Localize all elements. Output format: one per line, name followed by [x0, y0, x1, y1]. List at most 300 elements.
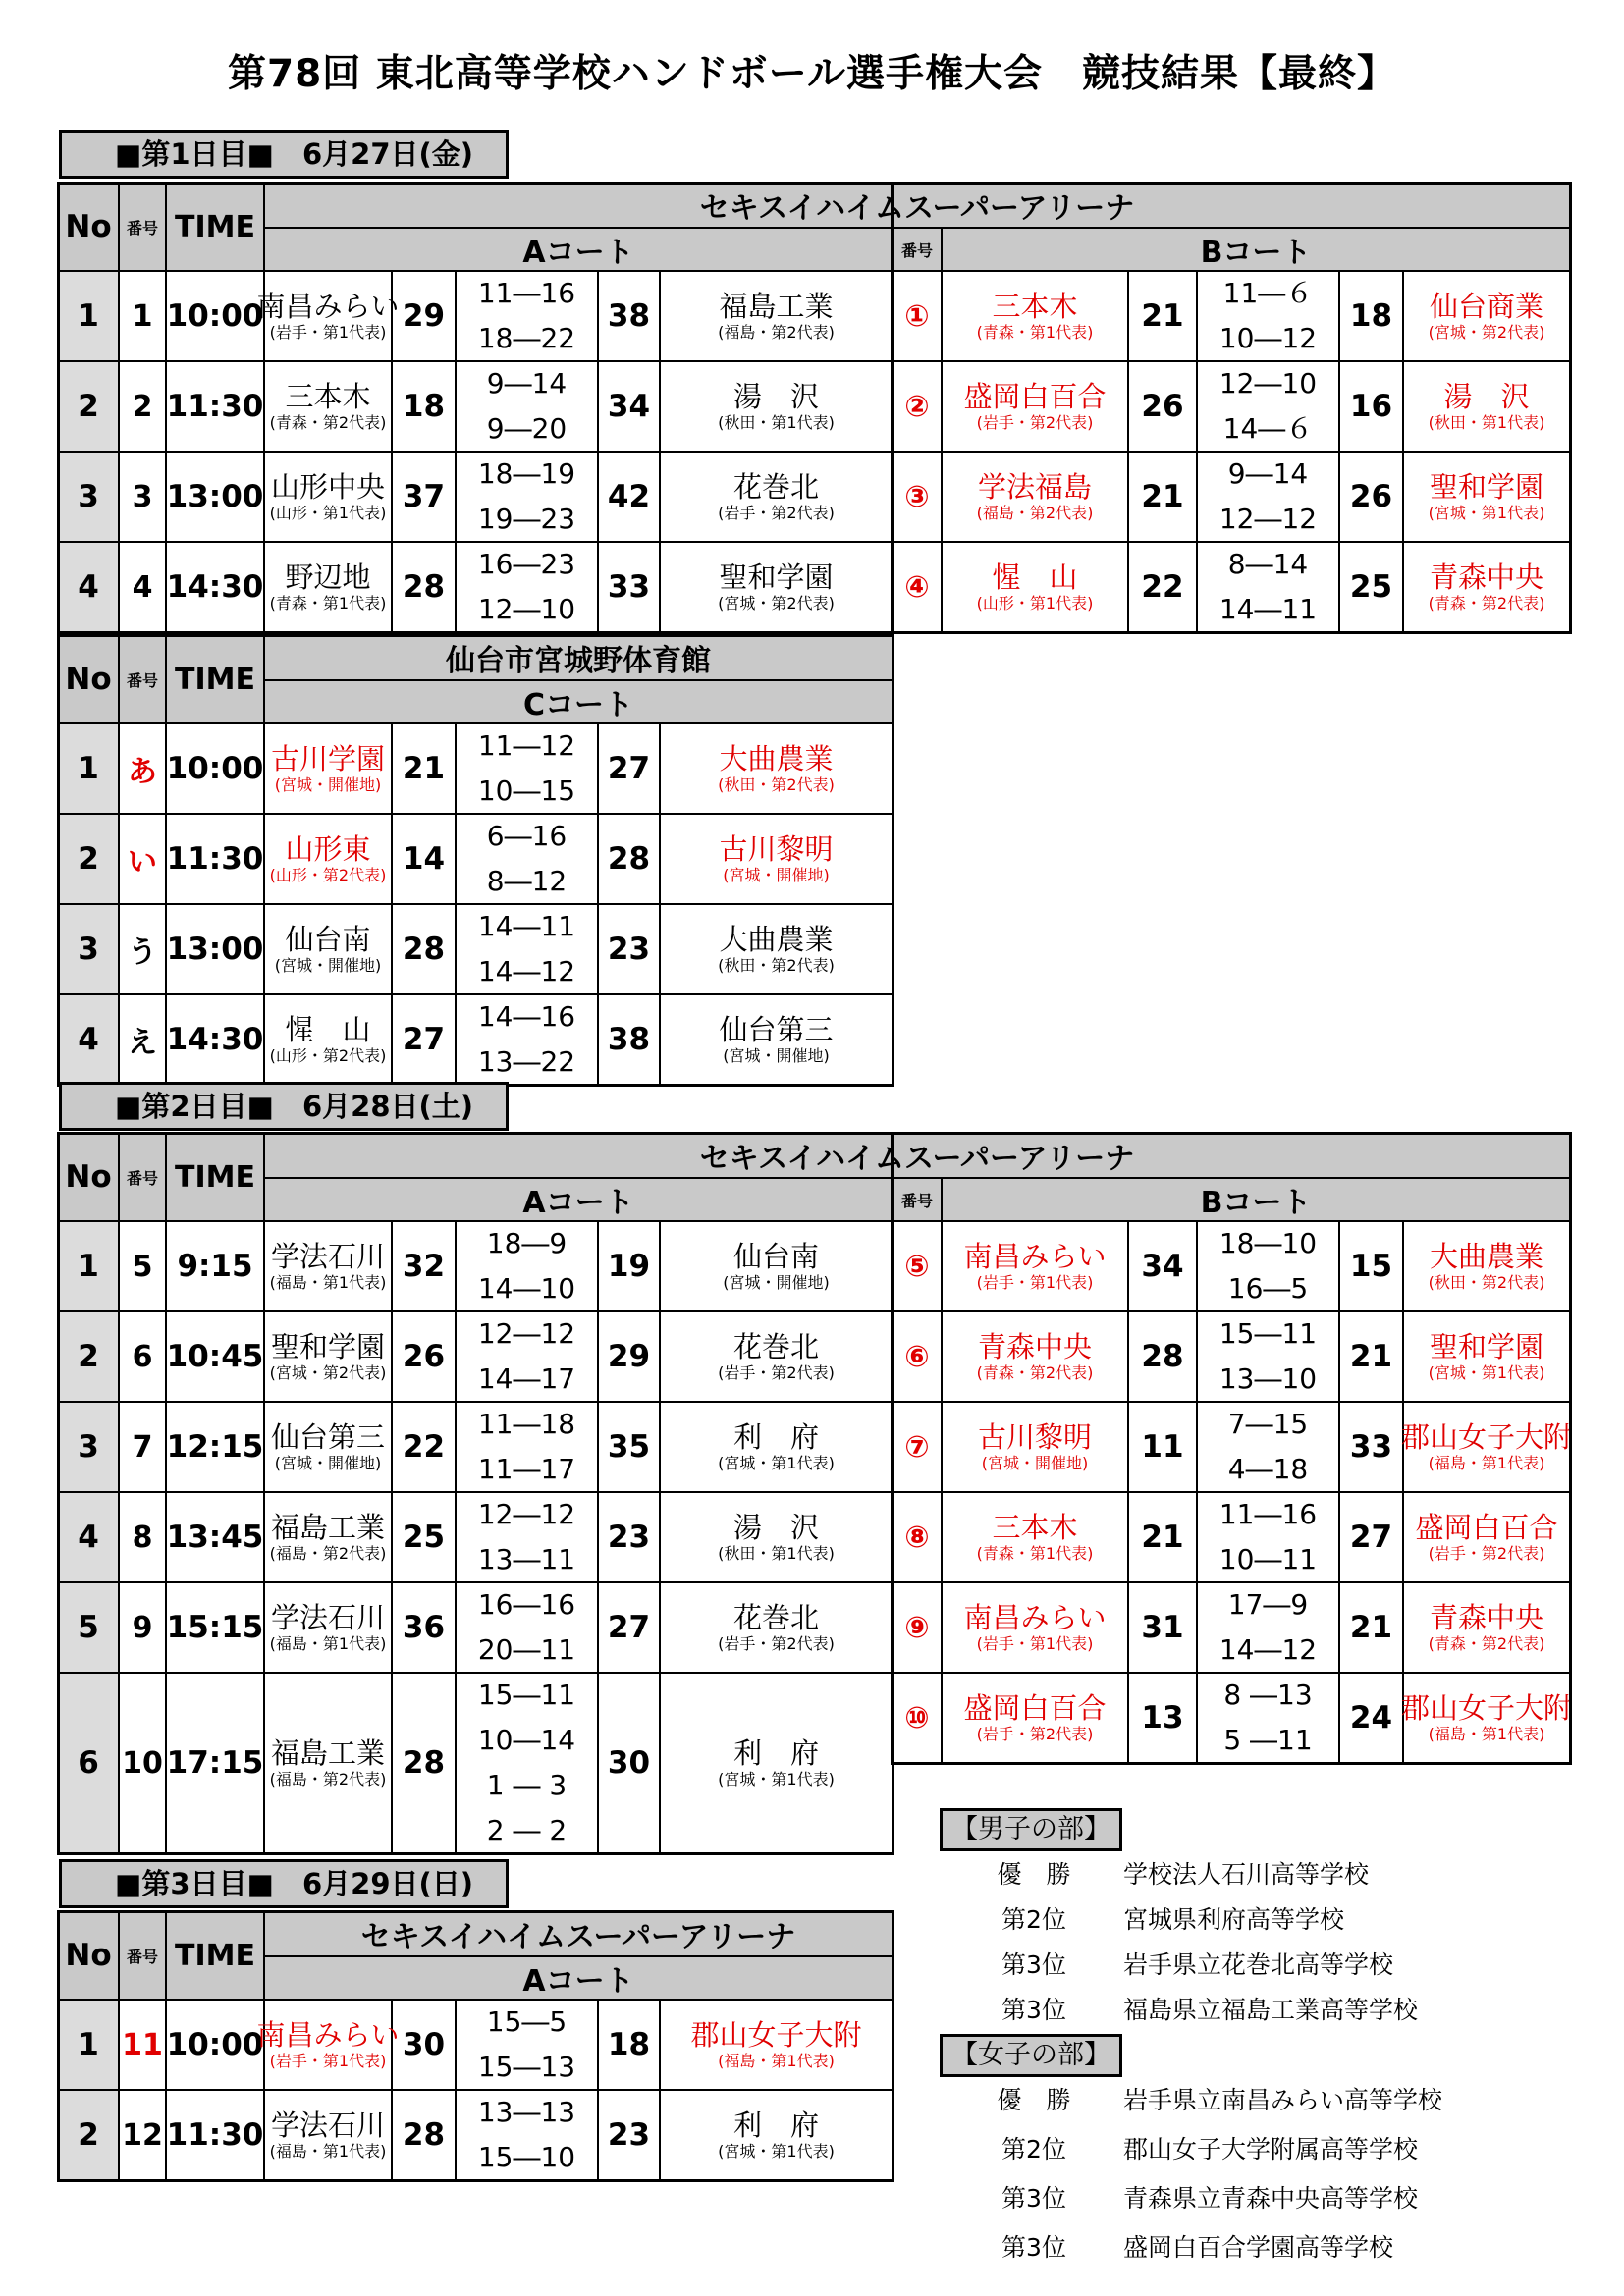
team-name: 盛岡白百合 [963, 1690, 1107, 1725]
col-no-header: No [59, 636, 120, 724]
team-prefecture: (福島・第1代表) [269, 2141, 387, 2161]
team-right [661, 815, 893, 905]
col-bango-header: 番号 [120, 1912, 167, 2001]
match-no: 1 [59, 724, 120, 815]
team-prefecture: (宮城・第1代表) [1428, 503, 1545, 522]
total-score-right: 21 [1340, 1312, 1404, 1403]
team-name: 仙台第三 [719, 1012, 834, 1046]
match-number: 7 [120, 1403, 167, 1493]
team-prefecture: (岩手・第2代表) [718, 1633, 835, 1653]
match-no: 5 [59, 1583, 120, 1674]
team-left [265, 1312, 393, 1403]
team-prefecture: (山形・第2代表) [269, 865, 387, 884]
total-score-left: 28 [393, 2091, 457, 2181]
col-bango-header: 番号 [120, 636, 167, 724]
team-right [1401, 1403, 1573, 1493]
set-scores: 11―６ 10―12 [1198, 272, 1340, 362]
match-no: 2 [59, 362, 120, 453]
team-right [1404, 1583, 1571, 1674]
team-prefecture: (秋田・第2代表) [718, 955, 835, 975]
match-time: 13:00 [167, 453, 265, 543]
team-prefecture: (秋田・第2代表) [1428, 1272, 1545, 1292]
total-score-right: 28 [599, 815, 661, 905]
match-time: 12:15 [167, 1403, 265, 1493]
team-name: 花巻北 [732, 1329, 819, 1363]
total-score-left: 25 [393, 1493, 457, 1583]
team-name: 利 府 [732, 2108, 819, 2142]
team-name: 山形中央 [270, 469, 385, 504]
team-prefecture: (青森・第2代表) [1428, 1633, 1545, 1653]
total-score-right: 25 [1340, 543, 1404, 633]
team-right [1404, 1222, 1571, 1312]
team-left [265, 1222, 393, 1312]
match-time: 13:00 [167, 905, 265, 995]
team-prefecture: (宮城・開催地) [274, 774, 382, 794]
set-scores: 12―10 14―６ [1198, 362, 1340, 453]
team-right [661, 272, 893, 362]
total-score-left: 22 [1129, 543, 1198, 633]
team-name: 仙台南 [732, 1239, 819, 1273]
team-prefecture: (山形・第1代表) [269, 503, 387, 522]
team-prefecture: (福島・第1代表) [269, 1633, 387, 1653]
total-score-right: 23 [599, 1493, 661, 1583]
set-scores: 18―9 14―10 [457, 1222, 599, 1312]
set-scores: 9―14 9―20 [457, 362, 599, 453]
team-name: 南昌みらい [256, 2017, 400, 2052]
team-prefecture: (岩手・第2代表) [976, 412, 1094, 432]
team-name: 利 府 [732, 1735, 819, 1770]
team-right [661, 2091, 893, 2181]
team-name: 野辺地 [285, 560, 371, 594]
col-time-header: TIME [167, 184, 265, 272]
total-score-right: 21 [1340, 1583, 1404, 1674]
team-left [265, 1583, 393, 1674]
set-scores: 12―12 13―11 [457, 1493, 599, 1583]
team-name: 山形東 [285, 831, 371, 866]
team-prefecture: (青森・第2代表) [976, 1362, 1094, 1382]
total-score-right: 19 [599, 1222, 661, 1312]
court-header: Aコート [265, 1957, 893, 2001]
result-row [990, 2228, 1461, 2264]
set-scores: 16―16 20―11 [457, 1583, 599, 1674]
team-left [943, 1222, 1129, 1312]
venue-name: 仙台市宮城野体育館 [265, 636, 893, 681]
set-scores: 9―14 12―12 [1198, 453, 1340, 543]
team-left [265, 1403, 393, 1493]
result-school: 岩手県立花巻北高等学校 [1123, 1950, 1394, 1979]
team-prefecture: (福島・第2代表) [269, 1543, 387, 1563]
team-name: 南昌みらい [256, 289, 400, 323]
match-time: 15:15 [167, 1583, 265, 1674]
team-prefecture: (青森・第1代表) [976, 322, 1094, 342]
total-score-left: 36 [393, 1583, 457, 1674]
match-number: う [120, 905, 167, 995]
result-rank: 第2位 [1001, 2135, 1066, 2163]
team-prefecture: (宮城・開催地) [981, 1453, 1089, 1472]
team-left [943, 453, 1129, 543]
result-row [990, 1991, 1422, 2026]
total-score-right: 24 [1340, 1674, 1404, 1764]
team-name: 学法石川 [270, 1239, 385, 1273]
col-bango-header-b: 番号 [893, 229, 943, 272]
team-right [661, 1493, 893, 1583]
team-right [1404, 543, 1571, 633]
total-score-right: 29 [599, 1312, 661, 1403]
team-left [943, 1403, 1129, 1493]
match-number: 9 [120, 1583, 167, 1674]
result-rank: 第3位 [1001, 2233, 1066, 2262]
team-left [265, 905, 393, 995]
team-name: 聖和学園 [1429, 469, 1543, 504]
team-name: 青森中央 [1429, 1600, 1543, 1634]
arena-grid [59, 184, 1571, 639]
match-time: 9:15 [167, 1222, 265, 1312]
total-score-left: 26 [1129, 362, 1198, 453]
match-no: 4 [59, 1493, 120, 1583]
match-time: 17:15 [167, 1674, 265, 1854]
team-left [265, 724, 393, 815]
match-number-b: ③ [893, 453, 943, 543]
team-prefecture: (福島・第2代表) [269, 1769, 387, 1789]
match-number: 3 [120, 453, 167, 543]
match-number-b: ⑤ [893, 1222, 943, 1312]
team-left [943, 1493, 1129, 1583]
match-number: 11 [120, 2001, 167, 2091]
team-left [943, 362, 1129, 453]
set-scores: 15―11 13―10 [1198, 1312, 1340, 1403]
match-number: あ [120, 724, 167, 815]
team-right [661, 2001, 893, 2091]
team-name: 仙台商業 [1429, 289, 1543, 323]
match-no: 2 [59, 815, 120, 905]
result-rank: 第3位 [1001, 1996, 1066, 2024]
team-left [943, 1674, 1129, 1764]
set-scores: 17―9 14―12 [1198, 1583, 1340, 1674]
team-prefecture: (宮城・第1代表) [718, 2141, 835, 2161]
team-prefecture: (山形・第1代表) [976, 593, 1094, 613]
team-name: 惺 山 [992, 560, 1078, 594]
women-results-label: 【女子の部】 [940, 2034, 1122, 2077]
total-score-left: 32 [393, 1222, 457, 1312]
team-left [256, 272, 400, 362]
match-time: 13:45 [167, 1493, 265, 1583]
team-prefecture: (宮城・第2代表) [718, 593, 835, 613]
team-prefecture: (福島・第1代表) [1428, 1724, 1545, 1743]
team-prefecture: (岩手・第1代表) [269, 322, 387, 342]
team-right [1404, 272, 1571, 362]
total-score-right: 35 [599, 1403, 661, 1493]
total-score-left: 27 [393, 995, 457, 1086]
team-right [1404, 453, 1571, 543]
team-prefecture: (福島・第1代表) [1428, 1453, 1545, 1472]
team-prefecture: (岩手・第1代表) [269, 2051, 387, 2070]
match-number-b: ④ [893, 543, 943, 633]
team-right [661, 724, 893, 815]
total-score-left: 28 [1129, 1312, 1198, 1403]
match-time: 10:00 [167, 272, 265, 362]
set-scores: 11―12 10―15 [457, 724, 599, 815]
total-score-left: 34 [1129, 1222, 1198, 1312]
result-rank: 優 勝 [997, 2086, 1071, 2114]
match-no: 3 [59, 1403, 120, 1493]
team-left [265, 995, 393, 1086]
team-prefecture: (岩手・第1代表) [976, 1272, 1094, 1292]
team-name: 湯 沢 [1443, 379, 1530, 413]
venue-name: セキスイハイムスーパーアリーナ [265, 1134, 1571, 1179]
match-number: 8 [120, 1493, 167, 1583]
team-prefecture: (宮城・第2代表) [1428, 322, 1545, 342]
match-time: 10:00 [167, 2001, 265, 2091]
total-score-left: 31 [1129, 1583, 1198, 1674]
team-prefecture: (宮城・開催地) [723, 865, 830, 884]
team-name: 大曲農業 [1429, 1239, 1543, 1273]
team-prefecture: (岩手・第2代表) [718, 503, 835, 522]
match-time: 11:30 [167, 815, 265, 905]
col-no-header: No [59, 1912, 120, 2001]
team-prefecture: (宮城・第1代表) [718, 1453, 835, 1472]
team-name: 三本木 [285, 379, 371, 413]
court-b-header: Bコート [943, 229, 1571, 272]
team-right [661, 905, 893, 995]
venue-name: セキスイハイムスーパーアリーナ [265, 1912, 893, 1957]
set-scores: 16―23 12―10 [457, 543, 599, 633]
set-scores: 11―16 10―11 [1198, 1493, 1340, 1583]
total-score-right: 23 [599, 905, 661, 995]
total-score-right: 27 [1340, 1493, 1404, 1583]
total-score-right: 30 [599, 1674, 661, 1854]
result-rank: 第3位 [1001, 1950, 1066, 1979]
set-scores: 15―11 10―14 1 ― 3 2 ― 2 [457, 1674, 599, 1854]
col-bango-header: 番号 [120, 1134, 167, 1222]
set-scores: 15―5 15―13 [457, 2001, 599, 2091]
team-name: 南昌みらい [963, 1600, 1107, 1634]
col-no-header: No [59, 1134, 120, 1222]
total-score-right: 38 [599, 995, 661, 1086]
result-rank: 優 勝 [997, 1860, 1071, 1889]
match-number-b: ② [893, 362, 943, 453]
team-right [661, 1312, 893, 1403]
team-right [661, 453, 893, 543]
col-time-header: TIME [167, 1134, 265, 1222]
set-scores: 13―13 15―10 [457, 2091, 599, 2181]
result-row [990, 1946, 1422, 1981]
match-no: 4 [59, 995, 120, 1086]
match-number: 6 [120, 1312, 167, 1403]
team-name: 学法石川 [270, 1600, 385, 1634]
team-right [661, 1403, 893, 1493]
team-right [661, 1674, 893, 1854]
col-bango-header: 番号 [120, 184, 167, 272]
match-no: 3 [59, 453, 120, 543]
team-prefecture: (青森・第2代表) [1428, 593, 1545, 613]
result-school: 郡山女子大学附属高等学校 [1123, 2135, 1419, 2163]
team-left [265, 543, 393, 633]
result-school: 盛岡白百合学園高等学校 [1123, 2233, 1394, 2262]
men-results-label: 【男子の部】 [940, 1808, 1122, 1851]
team-right [661, 1583, 893, 1674]
day-header: ■第2日目■ 6月28日(土) [59, 1082, 509, 1131]
team-name: 湯 沢 [732, 1510, 819, 1544]
match-time: 10:00 [167, 724, 265, 815]
team-name: 古川黎明 [719, 831, 834, 866]
team-right [1404, 1493, 1571, 1583]
match-no: 6 [59, 1674, 120, 1854]
team-right [661, 362, 893, 453]
match-time: 10:45 [167, 1312, 265, 1403]
match-no: 1 [59, 1222, 120, 1312]
match-number: 2 [120, 362, 167, 453]
match-time: 11:30 [167, 362, 265, 453]
team-name: 仙台第三 [270, 1419, 385, 1454]
team-prefecture: (秋田・第1代表) [1428, 412, 1545, 432]
total-score-right: 38 [599, 272, 661, 362]
team-prefecture: (福島・第2代表) [976, 503, 1094, 522]
total-score-left: 29 [393, 272, 457, 362]
match-number: 12 [120, 2091, 167, 2181]
team-name: 盛岡白百合 [963, 379, 1107, 413]
team-name: 盛岡白百合 [1415, 1510, 1558, 1544]
total-score-left: 22 [393, 1403, 457, 1493]
set-scores: 18―10 16―5 [1198, 1222, 1340, 1312]
match-no: 2 [59, 2091, 120, 2181]
result-school: 青森県立青森中央高等学校 [1123, 2184, 1419, 2213]
team-prefecture: (秋田・第1代表) [718, 1543, 835, 1563]
team-prefecture: (宮城・第1代表) [718, 1769, 835, 1789]
team-prefecture: (岩手・第2代表) [1428, 1543, 1545, 1563]
result-row [990, 2130, 1461, 2165]
team-prefecture: (宮城・第1代表) [1428, 1362, 1545, 1382]
team-name: 湯 沢 [732, 379, 819, 413]
total-score-right: 15 [1340, 1222, 1404, 1312]
set-scores: 11―16 18―22 [457, 272, 599, 362]
result-row [990, 2081, 1461, 2116]
team-prefecture: (青森・第2代表) [269, 412, 387, 432]
page-title: 第78回 東北高等学校ハンドボール選手権大会 競技結果【最終】 [227, 52, 1397, 96]
team-name: 青森中央 [977, 1329, 1092, 1363]
team-name: 青森中央 [1429, 560, 1543, 594]
col-time-header: TIME [167, 1912, 265, 2001]
team-left [265, 362, 393, 453]
col-bango-header-b: 番号 [893, 1179, 943, 1222]
set-scores: 14―16 13―22 [457, 995, 599, 1086]
team-name: 古川黎明 [977, 1419, 1092, 1454]
match-number-b: ⑧ [893, 1493, 943, 1583]
total-score-right: 16 [1340, 362, 1404, 453]
total-score-right: 33 [1340, 1403, 1404, 1493]
team-name: 郡山女子大附 [1401, 1690, 1573, 1725]
set-scores: 18―19 19―23 [457, 453, 599, 543]
set-scores: 8 ―13 5 ―11 [1198, 1674, 1340, 1764]
match-number-b: ⑨ [893, 1583, 943, 1674]
team-name: 学法石川 [270, 2108, 385, 2142]
match-number: え [120, 995, 167, 1086]
match-number: い [120, 815, 167, 905]
team-prefecture: (青森・第1代表) [976, 1543, 1094, 1563]
team-prefecture: (山形・第2代表) [269, 1045, 387, 1065]
total-score-right: 27 [599, 1583, 661, 1674]
team-left [943, 1583, 1129, 1674]
match-number-b: ⑥ [893, 1312, 943, 1403]
day-header: ■第1日目■ 6月27日(金) [59, 130, 509, 179]
total-score-right: 33 [599, 543, 661, 633]
team-name: 郡山女子大附 [690, 2017, 862, 2052]
team-name: 仙台南 [285, 922, 371, 956]
team-left [943, 1312, 1129, 1403]
set-scores: 6―16 8―12 [457, 815, 599, 905]
team-prefecture: (福島・第2代表) [718, 322, 835, 342]
result-row [990, 2179, 1461, 2215]
team-prefecture: (宮城・第2代表) [269, 1362, 387, 1382]
court-grid [59, 636, 893, 1086]
result-rank: 第2位 [1001, 1905, 1066, 1934]
team-left [265, 815, 393, 905]
match-time: 14:30 [167, 995, 265, 1086]
team-left [943, 543, 1129, 633]
total-score-left: 21 [1129, 453, 1198, 543]
team-prefecture: (宮城・開催地) [723, 1045, 830, 1065]
set-scores: 11―18 11―17 [457, 1403, 599, 1493]
team-name: 花巻北 [732, 1600, 819, 1634]
team-prefecture: (岩手・第1代表) [976, 1633, 1094, 1653]
team-name: 聖和学園 [270, 1329, 385, 1363]
team-name: 大曲農業 [719, 922, 834, 956]
match-no: 2 [59, 1312, 120, 1403]
team-right [1404, 362, 1571, 453]
team-left [943, 272, 1129, 362]
total-score-left: 11 [1129, 1403, 1198, 1493]
result-row [990, 1855, 1422, 1891]
court-a-header: Aコート [265, 229, 893, 272]
team-name: 花巻北 [732, 469, 819, 504]
total-score-right: 42 [599, 453, 661, 543]
team-prefecture: (宮城・開催地) [274, 955, 382, 975]
result-school: 宮城県利府高等学校 [1123, 1905, 1345, 1934]
col-time-header: TIME [167, 636, 265, 724]
team-right [1401, 1674, 1573, 1764]
result-school: 学校法人石川高等学校 [1123, 1860, 1370, 1889]
match-no: 1 [59, 2001, 120, 2091]
match-no: 1 [59, 272, 120, 362]
team-left [265, 1493, 393, 1583]
match-time: 11:30 [167, 2091, 265, 2181]
team-left [265, 2091, 393, 2181]
total-score-left: 30 [393, 2001, 457, 2091]
team-right [661, 1222, 893, 1312]
set-scores: 14―11 14―12 [457, 905, 599, 995]
result-school: 岩手県立南昌みらい高等学校 [1123, 2086, 1443, 2114]
match-time: 14:30 [167, 543, 265, 633]
team-prefecture: (宮城・開催地) [723, 1272, 830, 1292]
total-score-left: 28 [393, 905, 457, 995]
match-number: 1 [120, 272, 167, 362]
total-score-right: 27 [599, 724, 661, 815]
total-score-right: 26 [1340, 453, 1404, 543]
match-number: 4 [120, 543, 167, 633]
total-score-left: 37 [393, 453, 457, 543]
team-name: 三本木 [992, 1510, 1078, 1544]
team-name: 古川学園 [270, 741, 385, 775]
team-name: 聖和学園 [1429, 1329, 1543, 1363]
team-name: 南昌みらい [963, 1239, 1107, 1273]
match-number: 5 [120, 1222, 167, 1312]
set-scores: 7―15 4―18 [1198, 1403, 1340, 1493]
total-score-right: 18 [599, 2001, 661, 2091]
team-right [661, 543, 893, 633]
total-score-left: 21 [1129, 1493, 1198, 1583]
team-name: 惺 山 [285, 1012, 371, 1046]
total-score-right: 23 [599, 2091, 661, 2181]
result-rank: 第3位 [1001, 2184, 1066, 2213]
